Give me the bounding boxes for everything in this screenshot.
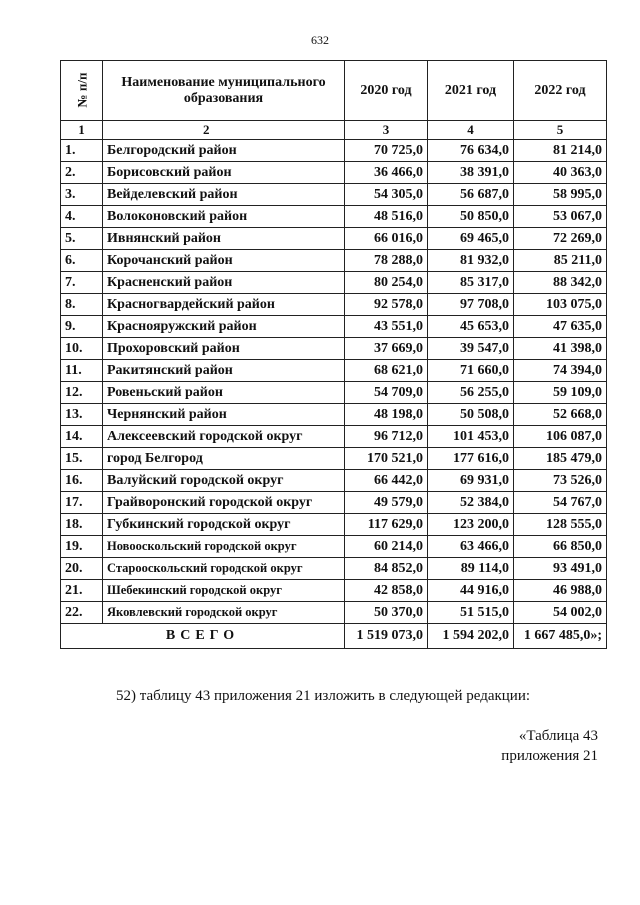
row-number: 15. [61, 448, 103, 470]
row-value-2020: 68 621,0 [345, 360, 428, 382]
row-value-2020: 36 466,0 [345, 162, 428, 184]
table-row [61, 602, 607, 624]
row-value-2021: 38 391,0 [428, 162, 514, 184]
total-row [61, 624, 607, 649]
row-value-2022: 72 269,0 [514, 228, 607, 250]
row-value-2020: 37 669,0 [345, 338, 428, 360]
row-name: Красногвардейский район [103, 294, 345, 316]
table-reference-line: «Таблица 43 [518, 728, 598, 744]
row-value-2022: 59 109,0 [514, 382, 607, 404]
row-name: Алексеевский городской округ [103, 426, 345, 448]
row-value-2020: 92 578,0 [345, 294, 428, 316]
row-value-2020: 42 858,0 [345, 580, 428, 602]
row-value-2022: 88 342,0 [514, 272, 607, 294]
row-number: 17. [61, 492, 103, 514]
row-number: 5. [61, 228, 103, 250]
row-value-2022: 85 211,0 [514, 250, 607, 272]
row-name: Ровеньский район [103, 382, 345, 404]
row-value-2021: 81 932,0 [428, 250, 514, 272]
row-value-2022: 93 491,0 [514, 558, 607, 580]
header-2021: 2021 год [428, 61, 514, 121]
row-value-2020: 170 521,0 [345, 448, 428, 470]
row-name: Прохоровский район [103, 338, 345, 360]
row-value-2021: 45 653,0 [428, 316, 514, 338]
row-value-2021: 177 616,0 [428, 448, 514, 470]
row-number: 16. [61, 470, 103, 492]
table-row [61, 184, 607, 206]
row-number: 11. [61, 360, 103, 382]
row-value-2020: 54 305,0 [345, 184, 428, 206]
row-value-2021: 69 931,0 [428, 470, 514, 492]
row-value-2020: 80 254,0 [345, 272, 428, 294]
table-row [61, 228, 607, 250]
row-number: 20. [61, 558, 103, 580]
row-value-2021: 85 317,0 [428, 272, 514, 294]
header-2020: 2020 год [345, 61, 428, 121]
header-2022: 2022 год [514, 61, 607, 121]
row-value-2021: 71 660,0 [428, 360, 514, 382]
table-row [61, 316, 607, 338]
row-name: Шебекинский городской округ [103, 580, 345, 602]
row-value-2021: 76 634,0 [428, 140, 514, 162]
table-row [61, 206, 607, 228]
row-value-2022: 54 767,0 [514, 492, 607, 514]
row-name: Красненский район [103, 272, 345, 294]
table-row [61, 294, 607, 316]
row-name: Старооскольский городской округ [103, 558, 345, 580]
row-value-2020: 96 712,0 [345, 426, 428, 448]
row-value-2020: 48 198,0 [345, 404, 428, 426]
table-row [61, 448, 607, 470]
row-number: 21. [61, 580, 103, 602]
row-value-2022: 47 635,0 [514, 316, 607, 338]
row-number: 13. [61, 404, 103, 426]
row-value-2020: 66 442,0 [345, 470, 428, 492]
row-value-2021: 63 466,0 [428, 536, 514, 558]
table-header-row [61, 61, 607, 121]
table-row [61, 514, 607, 536]
row-name: Белгородский район [103, 140, 345, 162]
row-value-2021: 56 687,0 [428, 184, 514, 206]
total-value-2022: 1 667 485,0»; [514, 624, 607, 649]
row-value-2021: 101 453,0 [428, 426, 514, 448]
col-number: 2 [103, 121, 345, 140]
row-number: 6. [61, 250, 103, 272]
row-value-2022: 128 555,0 [514, 514, 607, 536]
row-value-2022: 46 988,0 [514, 580, 607, 602]
row-name: Борисовский район [103, 162, 345, 184]
row-value-2020: 60 214,0 [345, 536, 428, 558]
table-row [61, 338, 607, 360]
row-value-2021: 52 384,0 [428, 492, 514, 514]
row-value-2022: 185 479,0 [514, 448, 607, 470]
row-value-2022: 103 075,0 [514, 294, 607, 316]
row-value-2021: 51 515,0 [428, 602, 514, 624]
row-name: Вейделевский район [103, 184, 345, 206]
row-value-2020: 43 551,0 [345, 316, 428, 338]
row-name: Чернянский район [103, 404, 345, 426]
table-reference [501, 726, 598, 766]
row-value-2020: 50 370,0 [345, 602, 428, 624]
row-value-2022: 81 214,0 [514, 140, 607, 162]
total-value-2021: 1 594 202,0 [428, 624, 514, 649]
table-row [61, 140, 607, 162]
table-row [61, 250, 607, 272]
row-value-2020: 78 288,0 [345, 250, 428, 272]
row-value-2022: 66 850,0 [514, 536, 607, 558]
row-value-2021: 89 114,0 [428, 558, 514, 580]
row-value-2021: 97 708,0 [428, 294, 514, 316]
row-value-2021: 50 850,0 [428, 206, 514, 228]
row-name: Волоконовский район [103, 206, 345, 228]
row-name: Новооскольский городской округ [103, 536, 345, 558]
row-value-2022: 41 398,0 [514, 338, 607, 360]
row-value-2020: 66 016,0 [345, 228, 428, 250]
row-number: 8. [61, 294, 103, 316]
row-value-2022: 106 087,0 [514, 426, 607, 448]
row-name: Корочанский район [103, 250, 345, 272]
row-value-2022: 73 526,0 [514, 470, 607, 492]
row-name: город Белгород [103, 448, 345, 470]
row-value-2021: 56 255,0 [428, 382, 514, 404]
amendment-paragraph: 52) таблицу 43 приложения 21 изложить в следующей редакции: [116, 688, 531, 704]
column-number-row [61, 121, 607, 140]
row-value-2021: 44 916,0 [428, 580, 514, 602]
row-value-2021: 39 547,0 [428, 338, 514, 360]
row-name: Губкинский городской округ [103, 514, 345, 536]
row-value-2021: 50 508,0 [428, 404, 514, 426]
row-number: 9. [61, 316, 103, 338]
total-value-2020: 1 519 073,0 [345, 624, 428, 649]
table-row [61, 492, 607, 514]
table-row [61, 382, 607, 404]
row-name: Яковлевский городской округ [103, 602, 345, 624]
table-row [61, 162, 607, 184]
row-name: Ракитянский район [103, 360, 345, 382]
table-row [61, 272, 607, 294]
total-label: ВСЕГО [61, 624, 345, 649]
table-row [61, 470, 607, 492]
budget-table [60, 60, 607, 649]
col-number: 1 [61, 121, 103, 140]
table-reference-line: приложения 21 [501, 748, 598, 764]
row-number: 10. [61, 338, 103, 360]
row-number: 19. [61, 536, 103, 558]
row-name: Грайворонский городской округ [103, 492, 345, 514]
row-number: 1. [61, 140, 103, 162]
table-row [61, 536, 607, 558]
row-value-2022: 53 067,0 [514, 206, 607, 228]
row-value-2022: 74 394,0 [514, 360, 607, 382]
row-name: Валуйский городской округ [103, 470, 345, 492]
col-number: 3 [345, 121, 428, 140]
row-number: 22. [61, 602, 103, 624]
header-name: Наименование муниципального образования [103, 61, 345, 121]
table-row [61, 426, 607, 448]
col-number: 4 [428, 121, 514, 140]
row-number: 14. [61, 426, 103, 448]
row-number: 3. [61, 184, 103, 206]
row-number: 12. [61, 382, 103, 404]
row-value-2022: 54 002,0 [514, 602, 607, 624]
table-row [61, 580, 607, 602]
row-number: 2. [61, 162, 103, 184]
row-value-2020: 84 852,0 [345, 558, 428, 580]
row-value-2021: 69 465,0 [428, 228, 514, 250]
row-value-2020: 117 629,0 [345, 514, 428, 536]
page-number: 632 [311, 33, 329, 47]
table-row [61, 404, 607, 426]
row-value-2022: 58 995,0 [514, 184, 607, 206]
row-value-2021: 123 200,0 [428, 514, 514, 536]
row-name: Краснояружский район [103, 316, 345, 338]
row-value-2020: 49 579,0 [345, 492, 428, 514]
row-number: 18. [61, 514, 103, 536]
table-row [61, 558, 607, 580]
header-number: № п/п [61, 61, 103, 121]
row-value-2022: 40 363,0 [514, 162, 607, 184]
col-number: 5 [514, 121, 607, 140]
row-value-2020: 48 516,0 [345, 206, 428, 228]
row-name: Ивнянский район [103, 228, 345, 250]
row-number: 4. [61, 206, 103, 228]
table-row [61, 360, 607, 382]
row-value-2020: 54 709,0 [345, 382, 428, 404]
row-value-2020: 70 725,0 [345, 140, 428, 162]
row-number: 7. [61, 272, 103, 294]
row-value-2022: 52 668,0 [514, 404, 607, 426]
